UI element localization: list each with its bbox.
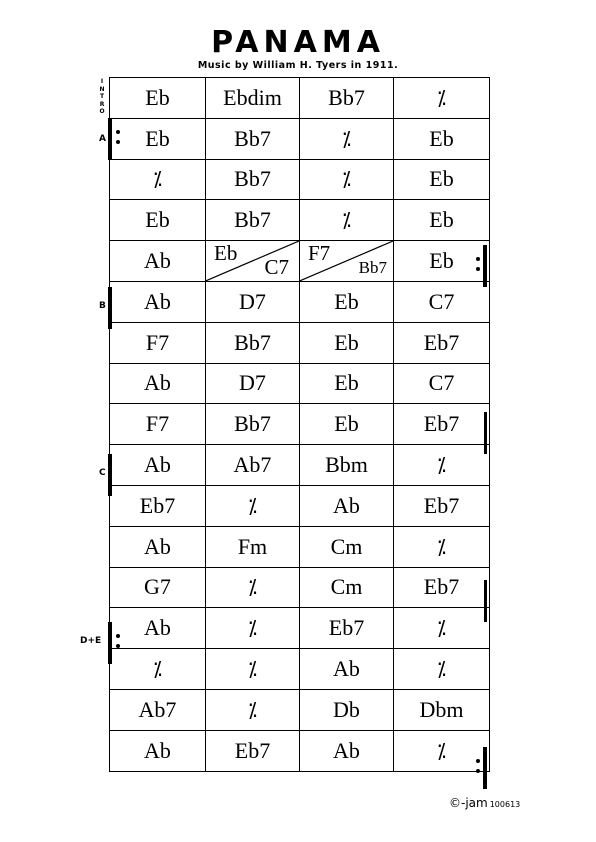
chart-row [110, 282, 490, 323]
measure-cell [206, 649, 300, 690]
repeat-measure-icon: ⁒ [153, 167, 162, 192]
measure-cell [206, 200, 300, 241]
chord-symbol: Cm [330, 533, 363, 559]
measure-cell [206, 119, 300, 160]
measure-cell [300, 119, 394, 160]
chart-row [110, 323, 490, 364]
chord-symbol: Ab [144, 288, 171, 314]
chord-symbol: Ab [144, 248, 171, 274]
chord-symbol: Ab [144, 615, 171, 641]
chord-first-half: Eb [214, 241, 238, 266]
chord-symbol: Eb [145, 125, 170, 151]
measure-cell [110, 486, 206, 527]
measure-cell [394, 608, 490, 649]
chord-symbol: F7 [145, 411, 170, 437]
measure-cell [110, 364, 206, 405]
measure-cell [110, 608, 206, 649]
chord-symbol: Eb7 [139, 492, 176, 518]
chord-symbol: Bbm [325, 452, 368, 478]
chord-symbol: F7 [145, 329, 170, 355]
measure-cell [394, 568, 490, 609]
chord-symbol: Eb7 [423, 574, 460, 600]
repeat-measure-icon: ⁒ [342, 167, 351, 192]
measure-cell [300, 323, 394, 364]
chord-symbol: Bb7 [234, 207, 271, 233]
chord-symbol: Ab [333, 737, 360, 763]
chord-symbol: Ebdim [223, 84, 282, 110]
measure-cell [300, 160, 394, 201]
chord-symbol: Bb7 [328, 84, 365, 110]
measure-cell [394, 649, 490, 690]
repeat-measure-icon: ⁒ [342, 126, 351, 151]
chart-row [110, 404, 490, 445]
measure-cell [206, 364, 300, 405]
chord-symbol: Ab [144, 737, 171, 763]
chord-symbol: Eb [334, 411, 359, 437]
repeat-start-bar-de [108, 622, 112, 664]
repeat-end-bar-de [483, 747, 487, 789]
measure-cell [394, 486, 490, 527]
measure-cell [394, 282, 490, 323]
section-label-c: C [99, 468, 106, 478]
measure-cell [394, 119, 490, 160]
chord-symbol: Ab7 [138, 696, 177, 722]
chord-symbol: Db [333, 696, 360, 722]
measure-cell [206, 404, 300, 445]
chart-row [110, 608, 490, 649]
chord-symbol: Eb [145, 84, 170, 110]
repeat-end-dots-a [476, 257, 480, 277]
chart-row [110, 568, 490, 609]
measure-cell [394, 78, 490, 119]
repeat-measure-icon: ⁒ [153, 657, 162, 682]
chord-symbol: Ab [144, 370, 171, 396]
measure-cell [206, 486, 300, 527]
section-end-bar-b [484, 412, 487, 454]
chart-row [110, 731, 490, 772]
chord-symbol: Eb [334, 370, 359, 396]
footer-credit [449, 796, 520, 810]
section-end-bar-c [484, 580, 487, 622]
chord-symbol: Bb7 [234, 125, 271, 151]
repeat-measure-icon: ⁒ [437, 453, 446, 478]
chord-symbol: Ab [333, 656, 360, 682]
measure-cell [110, 445, 206, 486]
chord-symbol: Eb [334, 329, 359, 355]
measure-cell [300, 404, 394, 445]
chord-symbol: Eb7 [423, 329, 460, 355]
chord-symbol: Dbm [419, 696, 464, 722]
chord-symbol: D7 [239, 288, 266, 314]
chord-symbol: Eb [429, 125, 454, 151]
measure-cell [394, 200, 490, 241]
chart-row [110, 364, 490, 405]
chart-row [110, 78, 490, 119]
measure-cell [300, 568, 394, 609]
repeat-end-dots-de [476, 759, 480, 779]
repeat-measure-icon: ⁒ [437, 85, 446, 110]
chord-symbol: G7 [144, 574, 171, 600]
measure-cell [110, 731, 206, 772]
chart-row [110, 690, 490, 731]
measure-cell [206, 78, 300, 119]
measure-cell [110, 282, 206, 323]
chord-symbol: Ab7 [233, 452, 272, 478]
measure-cell [394, 404, 490, 445]
intro-label: I N T R O [99, 78, 105, 115]
repeat-measure-icon: ⁒ [437, 616, 446, 641]
chart-row [110, 119, 490, 160]
measure-cell [300, 78, 394, 119]
chord-symbol: Eb7 [423, 492, 460, 518]
section-label-b: B [99, 301, 106, 311]
measure-cell [206, 527, 300, 568]
catalog-code: 100613 [489, 800, 521, 809]
measure-cell [110, 323, 206, 364]
repeat-measure-icon: ⁒ [437, 738, 446, 763]
chord-symbol: Eb7 [328, 615, 365, 641]
repeat-measure-icon: ⁒ [248, 616, 257, 641]
chord-symbol: C7 [428, 288, 455, 314]
measure-cell [300, 282, 394, 323]
chord-symbol: Eb [429, 248, 454, 274]
repeat-measure-icon: ⁒ [437, 534, 446, 559]
measure-cell [300, 241, 394, 282]
measure-cell [110, 568, 206, 609]
measure-cell [110, 160, 206, 201]
chord-first-half: F7 [308, 241, 331, 266]
chord-symbol: Ab [144, 452, 171, 478]
chord-symbol: Ab [144, 533, 171, 559]
chart-row [110, 200, 490, 241]
repeat-measure-icon: ⁒ [342, 208, 351, 233]
chord-chart-grid [109, 77, 490, 772]
chord-symbol: Fm [237, 533, 268, 559]
measure-cell [110, 527, 206, 568]
chord-symbol: D7 [239, 370, 266, 396]
repeat-measure-icon: ⁒ [248, 493, 257, 518]
measure-cell [206, 568, 300, 609]
repeat-end-bar-a [483, 245, 487, 287]
measure-cell [300, 731, 394, 772]
measure-cell [110, 200, 206, 241]
chord-symbol: Eb [429, 166, 454, 192]
measure-cell [110, 241, 206, 282]
chord-symbol: Eb7 [234, 737, 271, 763]
measure-cell [394, 445, 490, 486]
repeat-start-bar-a [108, 118, 112, 160]
measure-cell [206, 241, 300, 282]
repeat-measure-icon: ⁒ [248, 697, 257, 722]
chord-second-half: C7 [264, 254, 289, 279]
measure-cell [394, 690, 490, 731]
page-title: PANAMA [211, 25, 385, 60]
chord-symbol: Eb [145, 207, 170, 233]
chord-second-half: Bb7 [358, 257, 387, 277]
chord-symbol: Bb7 [234, 411, 271, 437]
measure-cell [394, 160, 490, 201]
chord-symbol: C7 [428, 370, 455, 396]
measure-cell [300, 649, 394, 690]
composer-credit: Music by William H. Tyers in 1911. [197, 60, 399, 71]
measure-cell [394, 364, 490, 405]
measure-cell [300, 608, 394, 649]
chart-row [110, 527, 490, 568]
copyright-text: ©-jam [449, 796, 488, 810]
measure-cell [206, 282, 300, 323]
measure-cell [300, 690, 394, 731]
repeat-measure-icon: ⁒ [437, 657, 446, 682]
section-label-a: A [99, 134, 106, 144]
measure-cell [300, 200, 394, 241]
chord-symbol: Ab [333, 492, 360, 518]
measure-cell [206, 323, 300, 364]
measure-cell [206, 160, 300, 201]
measure-cell [206, 690, 300, 731]
section-label-de: D+E [80, 636, 102, 646]
measure-cell [300, 445, 394, 486]
chord-symbol: Eb [429, 207, 454, 233]
measure-cell [394, 527, 490, 568]
chart-row [110, 649, 490, 690]
chord-symbol: Eb [334, 288, 359, 314]
measure-cell [110, 78, 206, 119]
repeat-measure-icon: ⁒ [248, 575, 257, 600]
chord-symbol: Bb7 [234, 166, 271, 192]
repeat-start-dots-de [116, 634, 120, 654]
measure-cell [110, 404, 206, 445]
measure-cell [110, 690, 206, 731]
chord-symbol: Eb7 [423, 411, 460, 437]
measure-cell [206, 731, 300, 772]
chord-symbol: Cm [330, 574, 363, 600]
chart-row [110, 486, 490, 527]
section-bar-c [108, 454, 112, 496]
measure-cell [300, 364, 394, 405]
measure-cell [110, 119, 206, 160]
chart-row [110, 241, 490, 282]
chart-row [110, 160, 490, 201]
measure-cell [206, 445, 300, 486]
measure-cell [300, 527, 394, 568]
measure-cell [110, 649, 206, 690]
repeat-measure-icon: ⁒ [248, 657, 257, 682]
measure-cell [300, 486, 394, 527]
section-bar-b [108, 287, 112, 329]
measure-cell [394, 323, 490, 364]
measure-cell [206, 608, 300, 649]
chart-row [110, 445, 490, 486]
chord-symbol: Bb7 [234, 329, 271, 355]
repeat-start-dots-a [116, 130, 120, 150]
